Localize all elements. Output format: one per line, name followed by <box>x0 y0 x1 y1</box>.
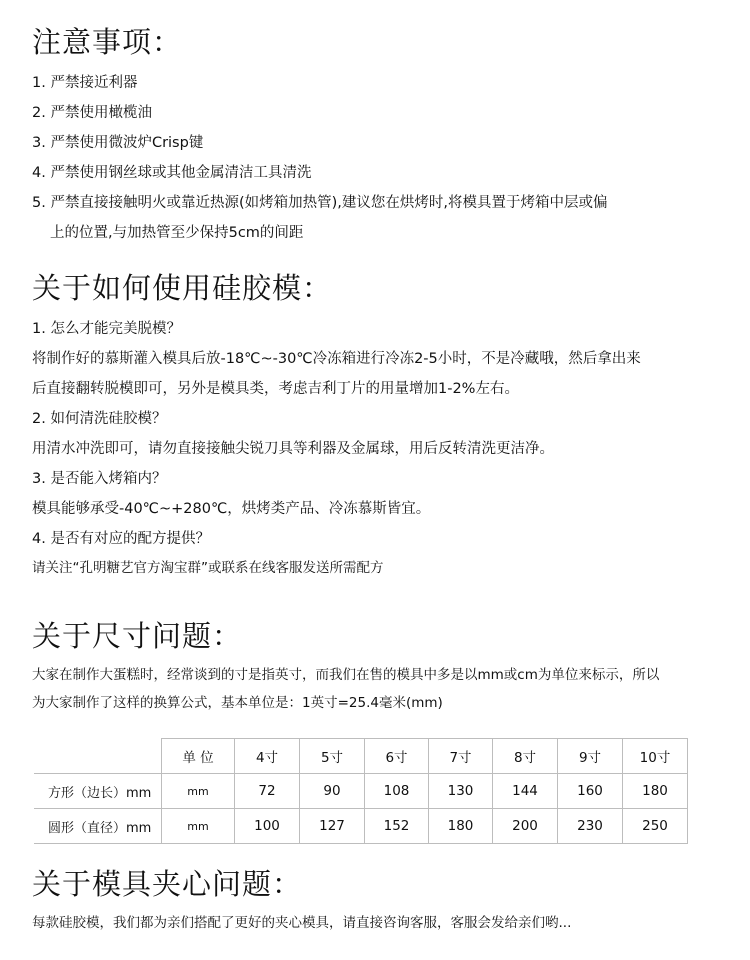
size-table <box>34 738 688 844</box>
size-title: 关于尺寸问题： <box>32 619 243 653</box>
cell: 130 <box>429 774 493 809</box>
header-8: 8寸 <box>493 739 558 774</box>
size-table-header-row <box>34 739 688 774</box>
header-9: 9寸 <box>558 739 623 774</box>
cell: 160 <box>558 774 623 809</box>
cell: 144 <box>493 774 558 809</box>
notice-item-4: 4. 严禁使用钢丝球或其他金属清洁工具清洗 <box>32 165 312 181</box>
size-text-line2: 为大家制作了这样的换算公式，基本单位是：1英寸=25.4毫米(mm) <box>32 695 443 711</box>
notice-item-3: 3. 严禁使用微波炉Crisp键 <box>32 135 204 151</box>
header-unit: 单 位 <box>162 739 235 774</box>
cell: 230 <box>558 809 623 844</box>
header-10: 10寸 <box>623 739 688 774</box>
row-unit: mm <box>162 809 235 844</box>
row-unit: mm <box>162 774 235 809</box>
header-4: 4寸 <box>235 739 300 774</box>
usage-a1-line1: 将制作好的慕斯灌入模具后放-18℃~-30℃冷冻箱进行冷冻2-5小时，不是冷藏哦，然后拿出来 <box>32 351 641 367</box>
header-5: 5寸 <box>300 739 365 774</box>
size-text-line1: 大家在制作大蛋糕时，经常谈到的寸是指英寸，而我们在售的模具中多是以mm或cm为单位来标示，所以 <box>32 667 660 683</box>
notice-item-1: 1. 严禁接近利器 <box>32 75 138 91</box>
cell: 200 <box>493 809 558 844</box>
usage-q2: 2. 如何清洗硅胶模？ <box>32 411 167 427</box>
header-6: 6寸 <box>365 739 429 774</box>
usage-a1-line2: 后直接翻转脱模即可，另外是模具类，考虑吉利丁片的用量增加1-2%左右。 <box>32 381 519 397</box>
row-label-round: 圆形（直径）mm <box>34 809 162 844</box>
core-text: 每款硅胶模，我们都为亲们搭配了更好的夹心模具，请直接咨询客服，客服会发给亲们哟... <box>32 915 572 931</box>
cell: 180 <box>623 774 688 809</box>
header-7: 7寸 <box>429 739 493 774</box>
usage-title: 关于如何使用硅胶模： <box>32 271 333 305</box>
usage-q3: 3. 是否能入烤箱内？ <box>32 471 167 487</box>
table-row <box>34 809 688 844</box>
notice-item-5: 5. 严禁直接接触明火或靠近热源(如烤箱加热管),建议您在烘烤时,将模具置于烤箱中层或偏 <box>32 195 608 211</box>
cell: 72 <box>235 774 300 809</box>
row-label-square: 方形（边长）mm <box>34 774 162 809</box>
notice-title: 注意事项： <box>32 25 183 59</box>
core-title: 关于模具夹心问题： <box>32 867 303 901</box>
usage-q4: 4. 是否有对应的配方提供？ <box>32 531 210 547</box>
usage-a4: 请关注“孔明糖艺官方淘宝群”或联系在线客服发送所需配方 <box>32 560 384 576</box>
cell: 90 <box>300 774 365 809</box>
cell: 152 <box>365 809 429 844</box>
usage-a3: 模具能够承受-40℃~+280℃，烘烤类产品、冷冻慕斯皆宜。 <box>32 501 431 517</box>
cell: 250 <box>623 809 688 844</box>
cell: 100 <box>235 809 300 844</box>
table-corner <box>34 739 162 774</box>
notice-item-5-cont: 上的位置,与加热管至少保持5cm的间距 <box>50 225 304 241</box>
cell: 108 <box>365 774 429 809</box>
cell: 127 <box>300 809 365 844</box>
usage-q1: 1. 怎么才能完美脱模？ <box>32 321 181 337</box>
cell: 180 <box>429 809 493 844</box>
notice-item-2: 2. 严禁使用橄榄油 <box>32 105 152 121</box>
usage-a2: 用清水冲洗即可，请勿直接接触尖锐刀具等利器及金属球，用后反转清洗更洁净。 <box>32 441 554 457</box>
table-row <box>34 774 688 809</box>
